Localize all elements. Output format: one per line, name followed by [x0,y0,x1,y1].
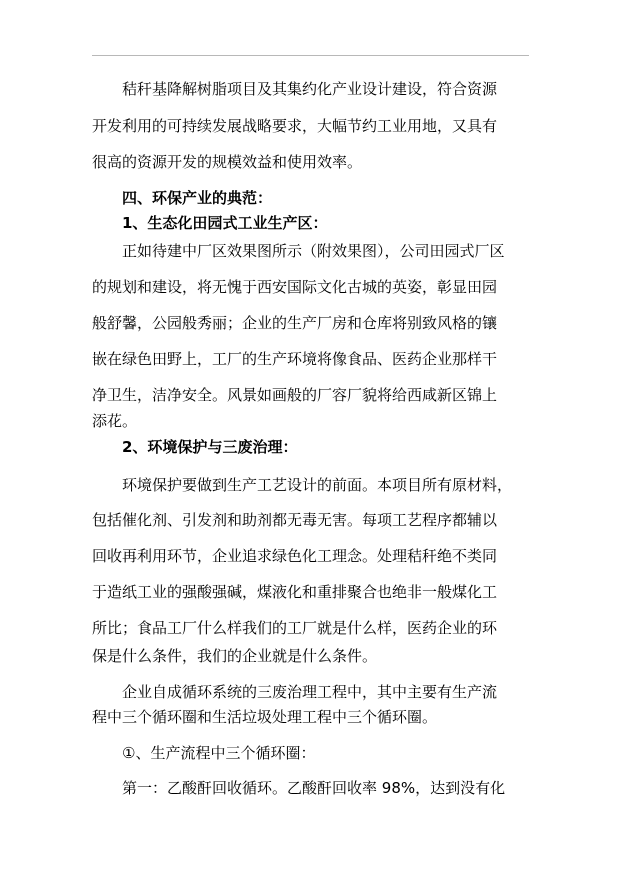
paragraph-line: 于造纸工业的强酸强碱，煤液化和重排聚合也绝非一般煤化工 [92,583,498,601]
paragraph-line: 净卫生，洁净安全。风景如画般的厂容厂貌将给西咸新区锦上 [92,386,498,404]
paragraph-line: 所比；食品工厂什么样我们的工厂就是什么样，医药企业的环 [92,619,498,637]
subsection-heading: 2、环境保护与三废治理： [122,438,298,456]
paragraph-line: 第一：乙酸酐回收循环。乙酸酐回收率 98%，达到没有化 [122,779,506,797]
paragraph-line: 般舒馨，公园般秀丽；企业的生产厂房和仓库将别致风格的镶 [92,314,498,332]
paragraph-line: 很高的资源开发的规模效益和使用效率。 [92,153,363,171]
paragraph-line: 的规划和建设，将无愧于西安国际文化古城的英姿，彰显田园 [92,278,498,296]
section-heading: 四、环保产业的典范： [122,189,273,207]
paragraph-line: 环境保护要做到生产工艺设计的前面。本项目所有原材料， [122,476,513,494]
paragraph-line: 程中三个循环圈和生活垃圾处理工程中三个循环圈。 [92,708,438,726]
paragraph-line: 保是什么条件，我们的企业就是什么条件。 [92,647,378,665]
paragraph-line: 回收再利用环节，企业追求绿色化工理念。处理秸秆绝不类同 [92,547,498,565]
paragraph-line: 添花。 [92,412,138,430]
subsection-heading: ①、生产流程中三个循环圈： [122,744,316,762]
paragraph-line: 嵌在绿色田野上，工厂的生产环境将像食品、医药企业那样干 [92,350,498,368]
paragraph-line: 正如待建中厂区效果图所示（附效果图），公司田园式厂区 [122,242,505,260]
paragraph-line: 包括催化剂、引发剂和助剂都无毒无害。每项工艺程序都辅以 [92,511,498,529]
subsection-heading: 1、生态化田园式工业生产区： [122,214,328,232]
paragraph-line: 开发利用的可持续发展战略要求，大幅节约工业用地，又具有 [92,117,498,135]
paragraph-line: 秸秆基降解树脂项目及其集约化产业设计建设，符合资源 [122,80,498,98]
header-rule [92,55,529,56]
paragraph-line: 企业自成循环系统的三废治理工程中，其中主要有生产流 [122,683,498,701]
